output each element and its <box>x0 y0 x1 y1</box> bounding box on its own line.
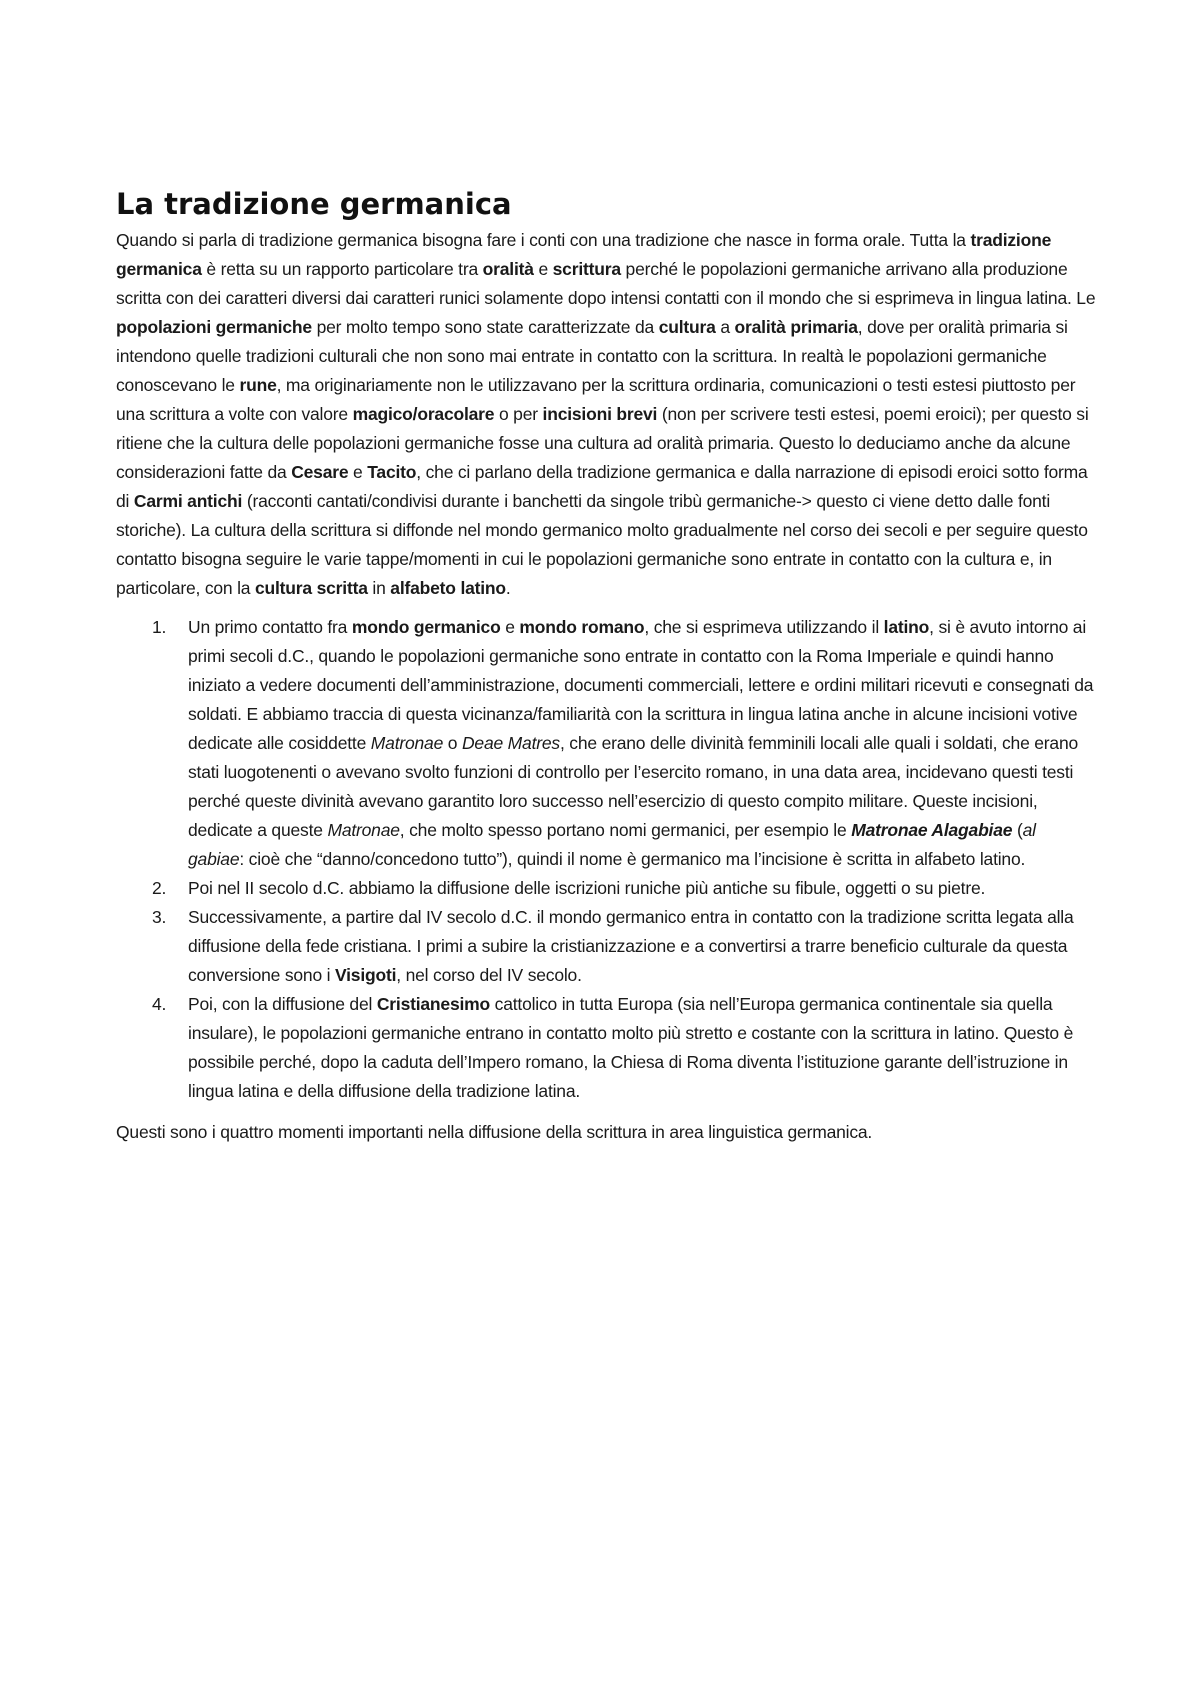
bold-term: popolazioni germaniche <box>116 317 312 337</box>
document-page <box>116 186 1096 1147</box>
bold-term: Carmi antichi <box>133 491 243 511</box>
bold-term: incisioni brevi <box>542 404 658 424</box>
list-item-number: 2. <box>152 878 167 898</box>
closing-paragraph: Questi sono i quattro momenti importanti nella diffusione della scrittura in area linguistica germanica. <box>116 1122 873 1142</box>
list-item <box>116 990 1096 1106</box>
list-item <box>116 613 1096 874</box>
bold-term: scrittura <box>552 259 621 279</box>
bold-term: Visigoti <box>334 965 397 985</box>
bold-term: Cristianesimo <box>376 994 490 1014</box>
bold-term: cultura scritta <box>255 578 368 598</box>
bold-term: cultura <box>658 317 716 337</box>
bold-term: Cesare <box>291 462 349 482</box>
intro-paragraph: Quando si parla di tradizione germanica bisogna fare i conti con una tradizione che nasce in forma orale. Tutta la tradizione germanica è retta su un rapporto particolare tra oralità e scrittura perché le popolazioni germaniche arrivano alla produzione scritta con dei caratteri diversi dai caratteri runici solamente dopo intensi contatti con il mondo che si esprimeva in lingua latina. Le popolazioni germaniche per molto tempo sono state caratterizzate da cultura a oralità primaria, dove per oralità primaria si intendono quelle tradizioni culturali che non sono mai entrate in contatto con la scrittura. In realtà le popolazioni germaniche conoscevano le rune, ma originariamente non le utilizzavano per la scrittura ordinaria, comunicazioni o testi estesi piuttosto per una scrittura a volte con valore magico/oracolare o per incisioni brevi (non per scrivere testi estesi, poemi eroici); per questo si ritiene che la cultura delle popolazioni germaniche fosse una cultura ad oralità primaria. Questo lo deduciamo anche da alcune considerazioni fatte da Cesare e Tacito, che ci parlano della tradizione germanica e dalla narrazione di episodi eroici sotto forma di Carmi antichi (racconti cantati/condivisi durante i banchetti da singole tribù germaniche-> questo ci viene detto dalle fonti storiche). La cultura della scrittura si diffonde nel mondo germanico molto gradualmente nel corso dei secoli e per seguire questo contatto bisogna seguire le varie tappe/momenti in cui le popolazioni germaniche sono entrate in contatto con la cultura e, in particolare, con la cultura scritta in alfabeto latino. <box>116 230 1096 598</box>
bold-term: tradizione germanica <box>116 230 1052 279</box>
italic-term: Matronae <box>370 733 444 753</box>
page-title: La tradizione germanica <box>116 187 512 221</box>
bold-term: alfabeto latino <box>390 578 506 598</box>
bold-term: oralità <box>482 259 534 279</box>
bold-term: rune <box>239 375 277 395</box>
list-item <box>116 903 1096 990</box>
numbered-list <box>116 613 1096 1106</box>
bold-term: Matronae Alagabiae <box>851 820 1013 840</box>
list-item-number: 4. <box>152 994 167 1014</box>
list-item <box>116 874 1096 903</box>
list-item-text: Poi nel II secolo d.C. abbiamo la diffusione delle iscrizioni runiche più antiche su fibule, oggetti o su pietre. <box>188 878 986 898</box>
italic-term: Matronae <box>327 820 400 840</box>
list-item-number: 3. <box>152 907 167 927</box>
bold-term: oralità primaria <box>734 317 858 337</box>
bold-term: mondo germanico <box>351 617 501 637</box>
list-item-text: Successivamente, a partire dal IV secolo d.C. il mondo germanico entra in contatto con la tradizione scritta legata alla diffusione della fede cristiana. I primi a subire la cristianizzazione e a convertirsi a trarre beneficio culturale da questa conversione sono i Visigoti, nel corso del IV secolo. <box>188 907 1074 985</box>
italic-term: Deae Matres <box>461 733 560 753</box>
bold-term: mondo romano <box>519 617 645 637</box>
list-item-text: Un primo contatto fra mondo germanico e mondo romano, che si esprimeva utilizzando il latino, si è avuto intorno ai primi secoli d.C., quando le popolazioni germaniche sono entrate in contatto con la Roma Imperiale e quindi hanno iniziato a vedere documenti dell’amministrazione, documenti commerciali, lettere e ordini militari ricevuti e consegnati da soldati. E abbiamo traccia di questa vicinanza/familiarità con la scrittura in lingua latina anche in alcune incisioni votive dedicate alle cosiddette Matronae o Deae Matres, che erano delle divinità femminili locali alle quali i soldati, che erano stati luogotenenti o avevano svolto funzioni di controllo per l’esercito romano, in una data area, incidevano questi testi perché queste divinità avevano garantito loro successo nell’esercizio di questo compito militare. Queste incisioni, dedicate a queste Matronae, che molto spesso portano nomi germanici, per esempio le Matronae Alagabiae (al gabiae: cioè che “danno/concedono tutto”), quindi il nome è germanico ma l’incisione è scritta in alfabeto latino. <box>188 617 1094 869</box>
list-item-text: Poi, con la diffusione del Cristianesimo cattolico in tutta Europa (sia nell’Europa germanica continentale sia quella insulare), le popolazioni germaniche entrano in contatto molto più stretto e costante con la scrittura in latino. Questo è possibile perché, dopo la caduta dell’Impero romano, la Chiesa di Roma diventa l’istituzione garante dell’istruzione in lingua latina e della diffusione della tradizione latina. <box>188 994 1074 1101</box>
italic-term: al gabiae <box>188 820 1036 869</box>
bold-term: magico/oracolare <box>352 404 495 424</box>
list-item-number: 1. <box>152 617 167 637</box>
bold-term: latino <box>883 617 930 637</box>
bold-term: Tacito <box>367 462 417 482</box>
